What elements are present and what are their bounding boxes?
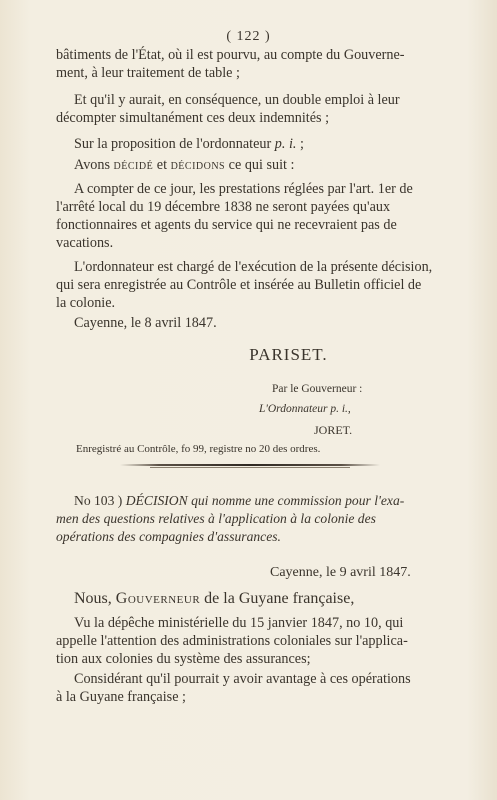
paragraph-considerant <box>56 670 458 706</box>
italic-span: p. i. <box>274 136 297 152</box>
smallcaps-span: décidé <box>113 157 154 173</box>
separator-rule <box>120 464 380 466</box>
text-line: fonctionnaires et agents du service qui ne recevraient pas de <box>56 217 397 233</box>
page-number: ( 122 ) <box>226 29 271 44</box>
paragraph-execution <box>56 258 458 312</box>
text-span: ; <box>296 136 304 152</box>
signature-by: Par le Gouverneur : <box>272 383 363 395</box>
paragraph-avons-decide <box>56 156 458 174</box>
text-line: ment, à leur traitement de table ; <box>56 65 240 81</box>
decision-title-line: opérations des compagnies d'assurances. <box>56 529 281 544</box>
text-span: de la Guyane française, <box>200 590 355 607</box>
text-line: Cayenne, le 8 avril 1847. <box>74 315 217 331</box>
decision-date: Cayenne, le 9 avril 1847. <box>270 565 411 580</box>
paragraph-article <box>56 180 458 252</box>
signature-officer: JORET. <box>314 423 353 437</box>
text-span: Nous, <box>74 590 116 607</box>
previous-decision-text <box>56 46 458 82</box>
decision-title-line: men des questions relatives à l'application à la colonie des <box>56 511 376 526</box>
text-line: Vu la dépêche ministérielle du 15 janvier 1847, no 10, qui <box>74 615 404 631</box>
registry-note: Enregistré au Contrôle, fo 99, registre no 20 des ordres. <box>76 443 321 455</box>
text-line: la colonie. <box>56 295 116 311</box>
signature-role: L'Ordonnateur p. i., <box>259 403 351 415</box>
text-line: qui sera enregistrée au Contrôle et insérée au Bulletin officiel de <box>56 277 422 293</box>
text-line <box>56 590 458 608</box>
text-line <box>56 135 458 153</box>
paragraph-proposition <box>56 135 458 153</box>
text-line: L'ordonnateur est chargé de l'exécution de la présente décision, <box>74 259 433 275</box>
text-line: l'arrêté local du 19 décembre 1838 ne seront payées qu'aux <box>56 199 391 215</box>
text-span: Sur la proposition de l'ordonnateur <box>74 136 275 152</box>
text-line <box>56 156 458 174</box>
text-span: et <box>153 157 171 173</box>
text-line: vacations. <box>56 235 114 251</box>
decision-word: DÉCISION <box>125 493 188 508</box>
text-span: Avons <box>74 157 114 173</box>
text-line <box>56 492 458 510</box>
date-line <box>56 314 458 332</box>
text-line: A compter de ce jour, les prestations réglées par l'art. 1er de <box>74 181 413 197</box>
text-line: à la Guyane française ; <box>56 689 186 705</box>
signature-name: PARISET. <box>249 345 328 364</box>
text-line: tion aux colonies du système des assurances; <box>56 651 311 667</box>
decision-title <box>56 492 458 546</box>
smallcaps-span: Gouverneur <box>115 590 201 607</box>
paragraph-depeche <box>56 614 458 668</box>
decision-title-line: qui nomme une commission pour l'exa- <box>187 493 405 508</box>
text-span: ce qui suit : <box>225 157 295 173</box>
separator-rule-thin <box>150 467 350 468</box>
decision-heading <box>56 590 458 608</box>
text-line: bâtiments de l'État, où il est pourvu, au compte du Gouverne- <box>56 47 405 63</box>
decision-number: No 103 ) <box>74 493 123 508</box>
paragraph-double-emploi <box>56 91 458 127</box>
text-line: décompter simultanément ces deux indemnités ; <box>56 110 330 126</box>
smallcaps-span: décidons <box>170 157 226 173</box>
text-line: Et qu'il y aurait, en conséquence, un double emploi à leur <box>74 92 400 108</box>
text-line: appelle l'attention des administrations coloniales sur l'applica- <box>56 633 408 649</box>
text-line: Considérant qu'il pourrait y avoir avantage à ces opérations <box>74 671 411 687</box>
